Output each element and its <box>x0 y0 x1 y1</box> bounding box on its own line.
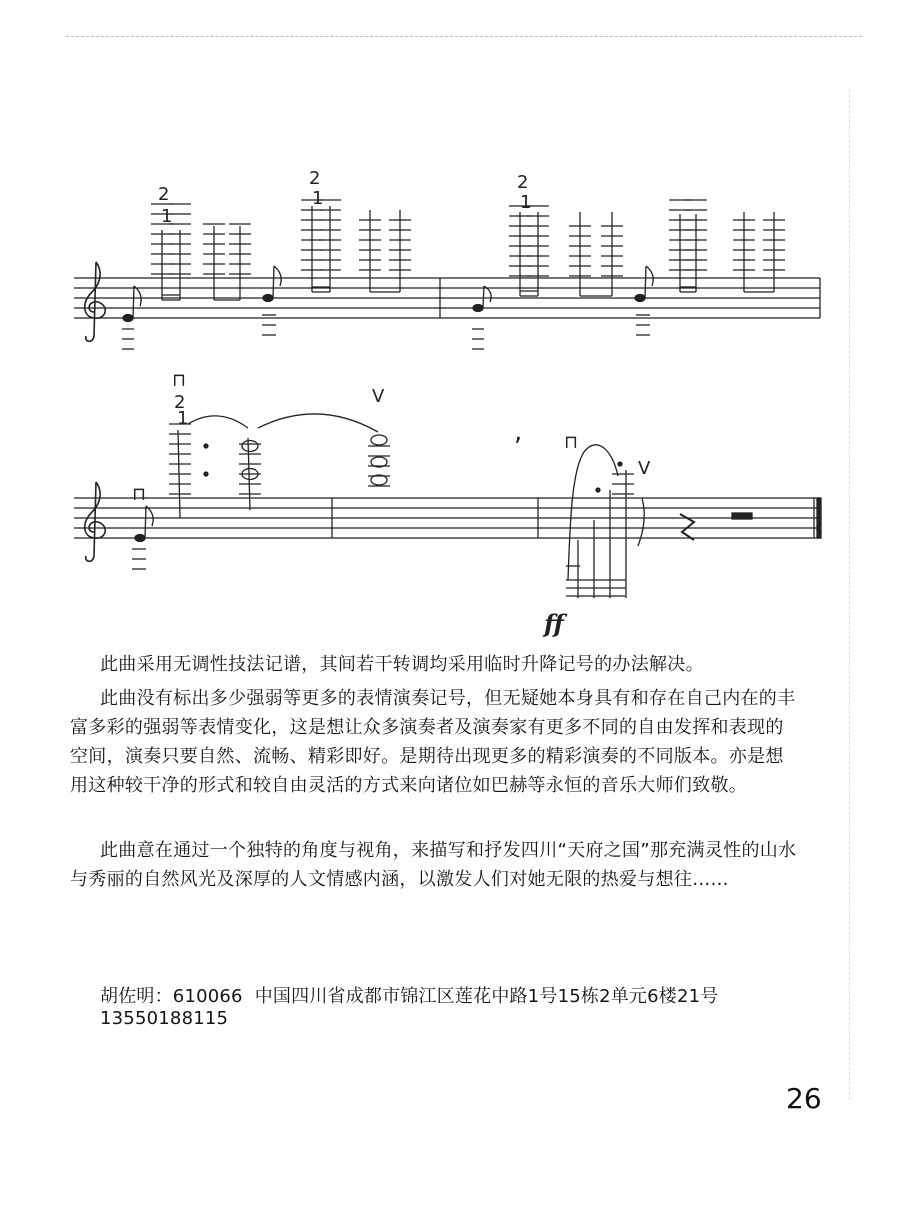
bowing-down-2: ⊓ <box>132 484 147 505</box>
paragraph-expression: 此曲没有标出多少强弱等更多的表情演奏记号，但无疑她本身具有和存在自己内在的丰富多彩的强弱等表情变化，这是想让众多演奏者及演奏家有更多不同的自由发挥和表现的空间，演奏只要自然、流畅、精彩即好。是期待出现更多的精彩演奏的不同版本。亦是想用这种较干净的形式和较自由灵活的方式来向诸位如巴赫等永恒的音乐大师们致敬。 <box>70 688 796 796</box>
grace-note-4 <box>635 266 653 335</box>
fingering-1b: 1 <box>161 206 173 227</box>
final-figure <box>566 445 752 598</box>
bowing-down-3: ⊓ <box>564 432 579 453</box>
page-number: 26 <box>786 1082 822 1115</box>
chord-long-1 <box>169 414 378 518</box>
breath-mark: , <box>514 417 523 447</box>
treble-clef-1 <box>85 262 106 341</box>
whole-rest <box>732 513 752 519</box>
contact-phone: 13550188115 <box>100 1008 229 1029</box>
contact-address: 中国四川省成都市锦江区莲花中路1号15栋2单元6楼21号 <box>254 986 719 1007</box>
fingering-2a: 2 <box>309 168 321 189</box>
contact-name: 胡佐明：610066 <box>100 986 243 1007</box>
staff-2 <box>74 498 821 538</box>
treble-clef-2 <box>85 482 106 561</box>
fingering-4b: 1 <box>177 408 189 429</box>
paragraph-intent: 此曲意在通过一个独特的角度与视角，来描写和抒发四川“天府之国”那充满灵性的山水与秀丽的自然风光及深厚的人文情感内涵，以激发人们对她无限的热爱与想往…… <box>70 840 797 890</box>
bowing-up-2: V <box>638 458 651 479</box>
paragraph-notation: 此曲采用无调性技法记谱，其间若干转调均采用临时升降记号的办法解决。 <box>100 654 704 675</box>
chord-group-3 <box>509 206 623 296</box>
fingering-1a: 2 <box>158 184 170 205</box>
bowing-down-1: ⊓ <box>172 370 187 391</box>
fingering-3a: 2 <box>517 172 529 193</box>
bowing-up-1: V <box>372 386 385 407</box>
contact-line <box>100 982 840 1029</box>
staff-1 <box>74 278 820 318</box>
fingering-4a: 2 <box>174 392 186 413</box>
fingering-2b: 1 <box>312 188 324 209</box>
fingering-3b: 1 <box>520 192 532 213</box>
dynamic-ff: ff <box>544 609 564 638</box>
whole-chord <box>368 435 390 486</box>
grace-note-2 <box>262 266 281 335</box>
